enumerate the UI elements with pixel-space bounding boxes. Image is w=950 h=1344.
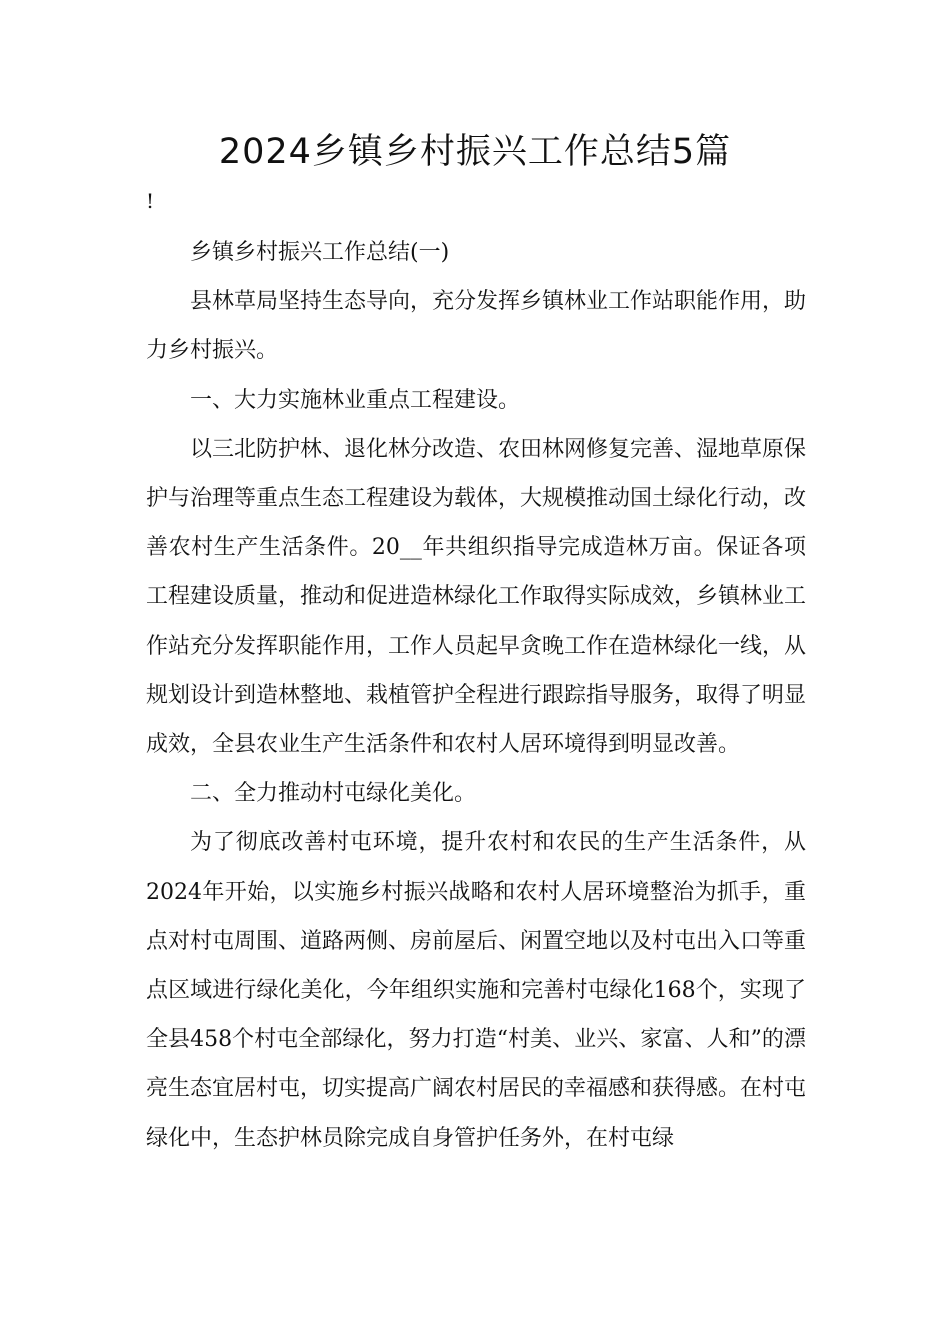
stray-mark: ! [146,189,155,213]
paragraph-1: 以三北防护林、退化林分改造、农田林网修复完善、湿地草原保护与治理等重点生态工程建设为载体，大规模推动国土绿化行动，改善农村生产生活条件。20__年共组织指导完成造林万亩。保证各项工程建设质量，推动和促进造林绿化工作取得实际成效，乡镇林业工作站充分发挥职能作用，工作人员起早贪晚工作在造林绿化一线，从规划设计到造林整地、栽植管护全程进行跟踪指导服务，取得了明显成效，全县农业生产生活条件和农村人居环境得到明显改善。 [146,436,807,758]
section-heading-1: 乡镇乡村振兴工作总结(一) [190,240,450,265]
paragraph-intro: 县林草局坚持生态导向，充分发挥乡镇林业工作站职能作用，助力乡村振兴。 [146,289,807,364]
subheading-1: 一、大力实施林业重点工程建设。 [190,387,521,413]
paragraph-2: 为了彻底改善村屯环境，提升农村和农民的生产生活条件，从2024年开始，以实施乡村振兴战略和农村人居环境整治为抓手，重点对村屯周围、道路两侧、房前屋后、闲置空地以及村屯出入口等重点区域进行绿化美化，今年组织实施和完善村屯绿化168个，实现了全县458个村屯全部绿化，努力打造“村美、业兴、家富、人和”的漂亮生态宜居村屯，切实提高广阔农村居民的幸福感和获得感。在村屯绿化中，生态护林员除完成自身管护任务外，在村屯绿 [146,830,807,1151]
subheading-2: 二、全力推动村屯绿化美化。 [190,781,477,807]
document-title: 2024乡镇乡村振兴工作总结5篇 [218,132,732,172]
document-body [146,228,806,1163]
